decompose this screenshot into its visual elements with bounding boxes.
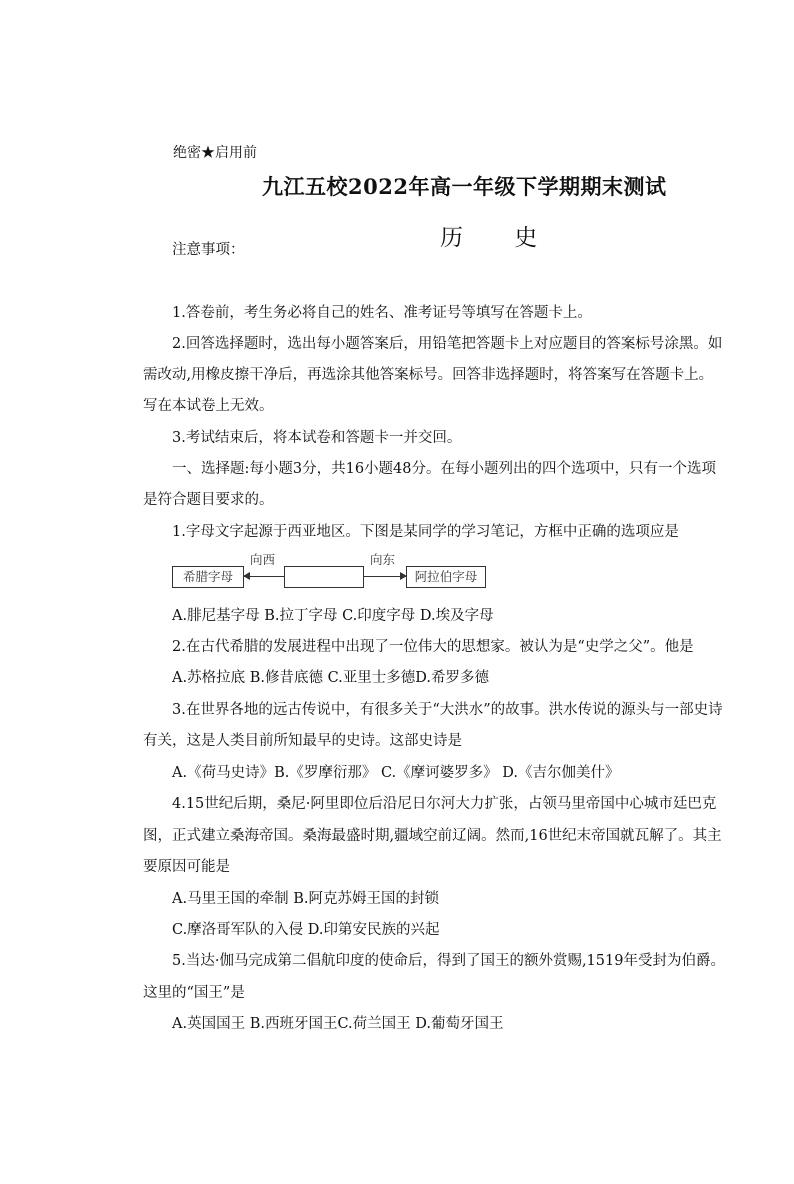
question-3-stem: 有关，这是人类目前所知最早的史诗。这部史诗是 (143, 733, 462, 749)
notice-line: 3.考试结束后，将本试卷和答题卡一并交回。 (172, 430, 462, 446)
question-5-stem: 这里的“国王”是 (143, 985, 245, 1001)
notice-line: 2.回答选择题时，选出每小题答案后，用铅笔把答题卡上对应题目的答案标号涂黑。如 (172, 336, 723, 352)
east-arrow (364, 576, 406, 577)
exam-title: 九江五校2022年高一年级下学期期末测试 (262, 174, 667, 199)
west-label: 向西 (250, 552, 276, 567)
question-3-stem: 3.在世界各地的远古传说中，有很多关于“大洪水”的故事。洪水传说的源头与一部史诗 (172, 702, 723, 718)
east-label: 向东 (370, 552, 396, 567)
section-instruction: 是符合题目要求的。 (143, 492, 274, 508)
question-3-options: A.《荷马史诗》B.《罗摩衍那》 C.《摩诃婆罗多》 D.《吉尔伽美什》 (172, 765, 620, 781)
question-4-stem: 4.15世纪后期，桑尼·阿里即位后沿尼日尔河大力扩张，占领马里帝国中心城市廷巴克 (172, 796, 717, 812)
question-4-options: A.马里王国的牵制 B.阿克苏姆王国的封锁 (172, 891, 439, 907)
question-1-diagram (172, 554, 502, 594)
question-5-options: A.英国国王 B.西班牙国王C.荷兰国王 D.葡萄牙国王 (172, 1016, 504, 1032)
answer-blank-box (284, 566, 364, 588)
question-2-stem: 2.在古代希腊的发展进程中出现了一位伟大的思想家。被认为是“史学之父”。他是 (172, 639, 694, 655)
question-5-stem: 5.当达·伽马完成第二倡航印度的使命后，得到了国王的额外赏赐,1519年受封为伯爵。 (172, 953, 725, 969)
question-4-stem: 图，正式建立桑海帝国。桑海最盛时期,疆域空前辽阔。然而,16世纪末帝国就瓦解了。其主 (143, 828, 722, 844)
notice-line: 写在本试卷上无效。 (143, 398, 274, 414)
notice-heading: 注意事项： (172, 242, 245, 258)
notice-line: 需改动,用橡皮擦干净后，再选涂其他答案标号。回答非选择题时，将答案写在答题卡上。 (143, 367, 714, 383)
arabic-alphabet-box: 阿拉伯字母 (406, 566, 486, 588)
secret-mark: 绝密★启用前 (173, 145, 257, 161)
question-4-stem: 要原因可能是 (143, 859, 230, 875)
west-arrow (244, 576, 284, 577)
greek-alphabet-box: 希腊字母 (172, 566, 244, 588)
question-4-options: C.摩洛哥军队的入侵 D.印第安民族的兴起 (172, 922, 440, 938)
question-2-options: A.苏格拉底 B.修昔底德 C.亚里士多德D.希罗多德 (172, 670, 489, 686)
question-1-stem: 1.字母文字起源于西亚地区。下图是某同学的学习笔记，方框中正确的选项应是 (172, 524, 679, 540)
question-1-options: A.腓尼基字母 B.拉丁字母 C.印度字母 D.埃及字母 (172, 608, 494, 624)
section-instruction: 一、选择题:每小题3分，共16小题48分。在每小题列出的四个选项中，只有一个选项 (172, 461, 717, 477)
notice-line: 1.答卷前，考生务必将自己的姓名、准考证号等填写在答题卡上。 (172, 305, 592, 321)
subject-title: 历 史 (440, 225, 560, 251)
